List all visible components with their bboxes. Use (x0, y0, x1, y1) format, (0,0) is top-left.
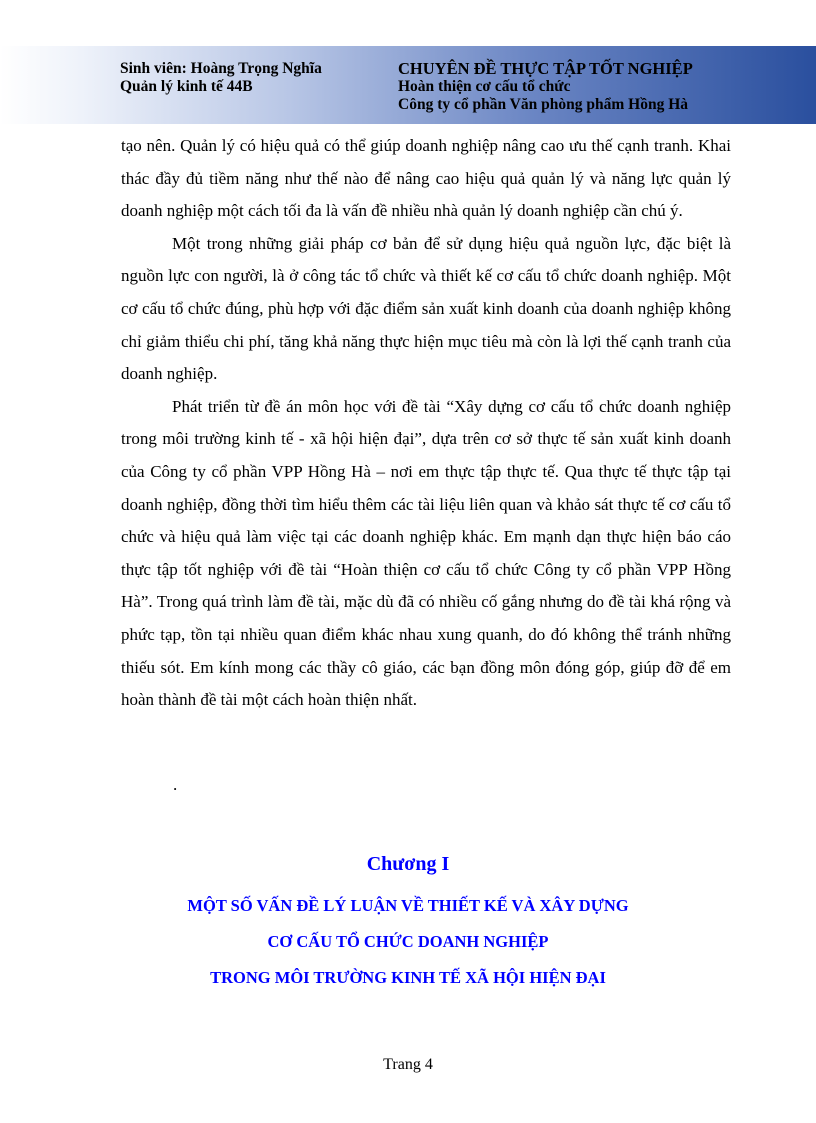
header-company: Công ty cổ phần Văn phòng phẩm Hồng Hà (398, 96, 688, 113)
header-topic: Hoàn thiện cơ cấu tổ chức (398, 78, 571, 95)
body-paragraph-1: tạo nên. Quản lý có hiệu quả có thể giúp doanh nghiệp nâng cao ưu thế cạnh tranh. Khai thác đầy đủ tiềm năng như thế nào để nâng cao hiệu quả quản lý và năng lực quản lý doanh nghiệp một cách tối đa là vấn đề nhiều nhà quản lý doanh nghiệp cần chú ý. (121, 136, 731, 221)
stray-dot: . (173, 775, 178, 794)
body-paragraph-2: Một trong những giải pháp cơ bản để sử dụng hiệu quả nguồn lực, đặc biệt là nguồn lực con người, là ở công tác tổ chức và thiết kế cơ cấu tổ chức doanh nghiệp. Một cơ cấu tổ chức đúng, phù hợp với đặc điểm sản xuất kinh doanh của doanh nghiệp không chỉ giảm thiểu chi phí, tăng khả năng thực hiện mục tiêu mà còn là lợi thế cạnh tranh của doanh nghiệp. (121, 233, 731, 384)
header-left-block (120, 60, 322, 96)
body-paragraph-3: Phát triển từ đề án môn học với đề tài “Xây dựng cơ cấu tổ chức doanh nghiệp trong môi trường kinh tế - xã hội hiện đại”, dựa trên cơ sở thực tế sản xuất kinh doanh của Công ty cổ phần VPP Hồng Hà – nơi em thực tập thực tế. Qua thực tế thực tập tại doanh nghiệp, đồng thời tìm hiểu thêm các tài liệu liên quan và khảo sát thực tế cơ cấu tổ chức và hiệu quả làm việc tại các doanh nghiệp khác. Em mạnh dạn thực hiện báo cáo thực tập tốt nghiệp với đề tài “Hoàn thiện cơ cấu tổ chức Công ty cổ phần VPP Hồng Hà”. Trong quá trình làm đề tài, mặc dù đã có nhiều cố gắng nhưng do đề tài khá rộng và phức tạp, tồn tại nhiều quan điểm khác nhau xung quanh, do đó không thể tránh những thiếu sót. Em kính mong các thầy cô giáo, các bạn đồng môn đóng góp, giúp đỡ để em hoàn thành đề tài một cách hoàn thiện nhất. (121, 396, 731, 710)
body-text (121, 130, 731, 717)
header-student-name: Sinh viên: Hoàng Trọng Nghĩa (120, 60, 322, 77)
chapter-title-line-2: CƠ CẤU TỔ CHỨC DOANH NGHIỆP (267, 932, 549, 951)
header-right-block (398, 60, 693, 114)
header-class: Quản lý kinh tế 44B (120, 78, 253, 95)
page-number: Trang 4 (383, 1056, 433, 1073)
chapter-number: Chương I (366, 853, 450, 875)
header-thesis-title: CHUYÊN ĐỀ THỰC TẬP TỐT NGHIỆP (398, 59, 693, 78)
chapter-title-line-3: TRONG MÔI TRƯỜNG KINH TẾ XÃ HỘI HIỆN ĐẠI (210, 968, 606, 987)
chapter-title-line-1: MỘT SỐ VẤN ĐỀ LÝ LUẬN VỀ THIẾT KẾ VÀ XÂY DỰNG (187, 896, 629, 915)
